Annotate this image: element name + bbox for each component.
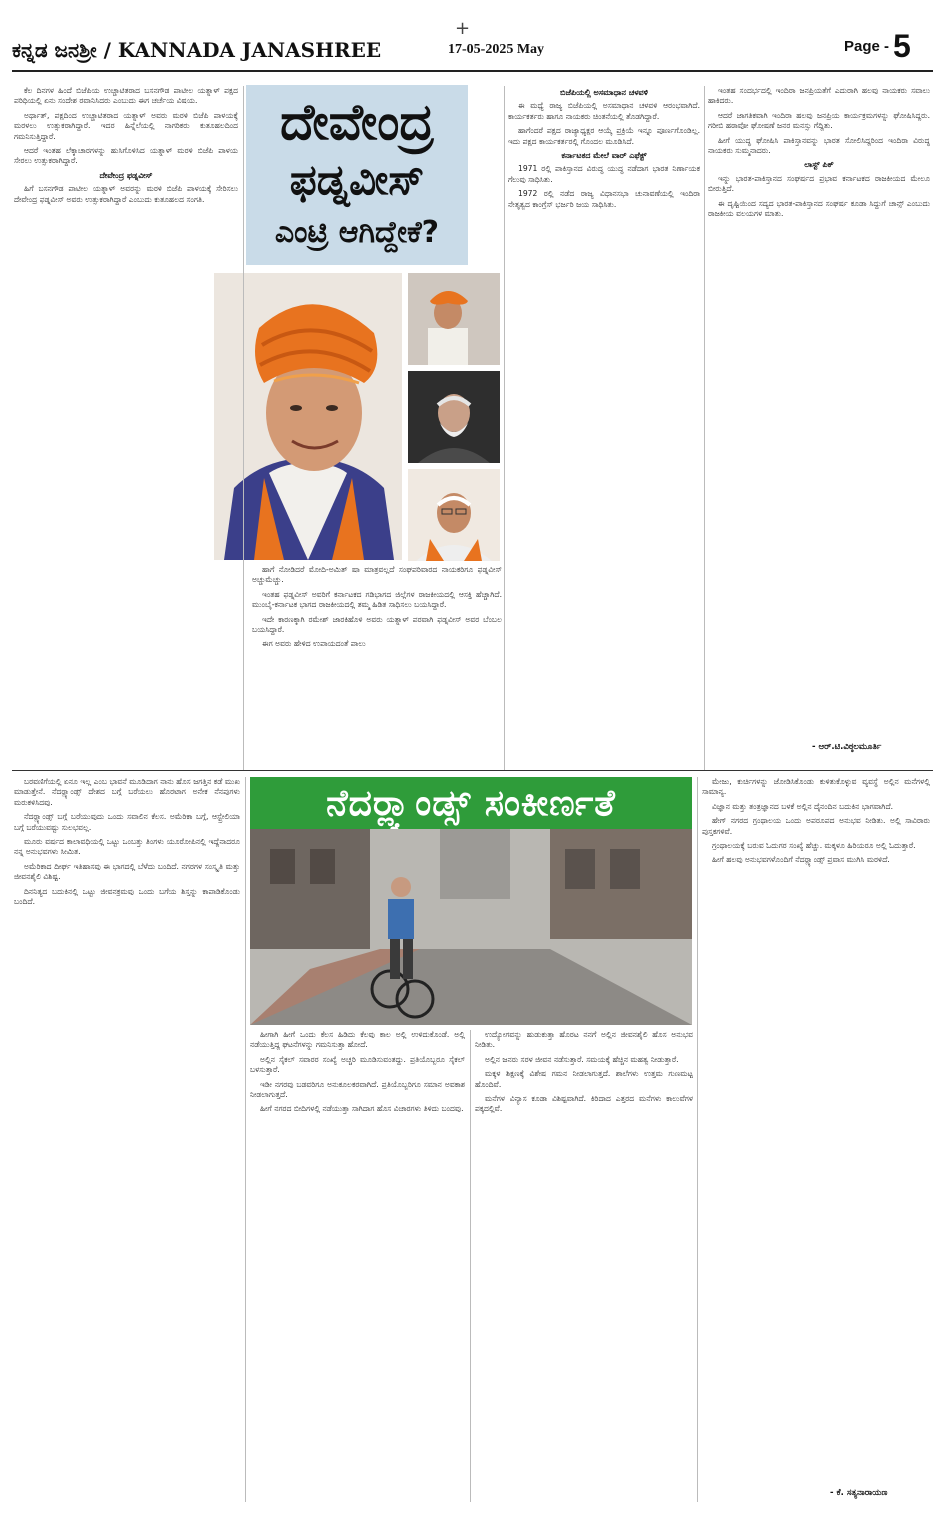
paragraph: ಅಮೆರಿಕಾದ ದೀರ್ಘ ಇತಿಹಾಸವು ಈ ಭಾಗದಲ್ಲಿ ಬೆಳೆದು ಬಂದಿದೆ. ನಗರಗಳ ಸಂಸ್ಕೃತಿ ಮತ್ತು ಜೀವನಶೈಲಿ ವಿಶಿಷ್ಟ. <box>14 861 240 882</box>
paragraph: ಹಿಗೆ ಬಸನಗೌಡ ಪಾಟೀಲ ಯತ್ನಾಳ್ ಅವರನ್ನು ಮರಳಿ ಬಿಜೆಪಿ ಪಾಳಯಕ್ಕೆ ಸೇರಿಸಲು ದೇವೇಂದ್ರ ಫಡ್ನವೀಸ್ ಅವರು ಉತ್ಸುಕರಾಗಿದ್ದಾರೆ ಎಂಬುದು ಕುತೂಹಲದ ಸಂಗತಿ. <box>14 184 238 204</box>
leader-shawl-illustration <box>408 469 500 561</box>
column-rule <box>243 86 244 770</box>
crop-mark-icon: + <box>455 18 471 39</box>
story1-title-line-3: ಎಂಟ್ರಿ ಆಗಿದ್ದೇಕೆ? <box>274 215 440 250</box>
masthead <box>0 0 945 78</box>
paragraph: ಹೀಗೆ ನಗರದ ಬೀದಿಗಳಲ್ಲಿ ನಡೆಯುತ್ತಾ ಸಾಗಿದಾಗ ಹೊಸ ವಿಚಾರಗಳು ತಿಳಿದು ಬಂದವು. <box>260 1104 464 1114</box>
subheading: ಬಿಜೆಪಿಯಲ್ಲಿ ಅಸಮಾಧಾನ ಚಳವಳಿ <box>559 88 649 97</box>
paragraph: ಈ ದೃಷ್ಟಿಯಿಂದ ಸದ್ಯದ ಭಾರತ-ಪಾಕಿಸ್ತಾನದ ಸಂಘರ್ಷ ಕೂಡಾ ಸಿದ್ದುಗೆ ಚಾನ್ಸ್ ಎಂಬುದು ರಾಜಕೀಯ ವಲಯಗಳ ಮಾತು. <box>708 198 930 219</box>
cyclist-street-illustration <box>250 829 692 1025</box>
paragraph: ಈ ಮಧ್ಯೆ ರಾಜ್ಯ ಬಿಜೆಪಿಯಲ್ಲಿ ಅಸಮಾಧಾನ ಚಳವಳಿ ಆರಂಭವಾಗಿದೆ. ಕಾರ್ಯಕರ್ತರು ಹಾಗೂ ನಾಯಕರು ಚಿಂತನೆಯಲ್ಲಿ ತೊಡಗಿದ್ದಾರೆ. <box>508 101 700 121</box>
paragraph: ಇಡೀ ನಗರವು ಬಡವರಿಗೂ ಅನುಕೂಲಕರವಾಗಿದೆ. ಪ್ರತಿಯೊಬ್ಬರಿಗೂ ಸಮಾನ ಅವಕಾಶ ನೀಡಲಾಗುತ್ತದೆ. <box>250 1079 465 1100</box>
paragraph: ಈಗ ಅವರು ಹೇಳಿದ ಉಪಾಯದಂತೆ ಪಾಲು <box>262 639 366 649</box>
paragraph: ಹೀಗಾಗಿ ಹೀಗೆ ಒಂದು ಕೆಲಸ ಹಿಡಿದು ಕೆಲವು ಕಾಲ ಅಲ್ಲಿ ಉಳಿದುಕೊಂಡೆ. ಅಲ್ಲಿ ನಡೆಯುತ್ತಿದ್ದ ಘಟನೆಗಳನ್ನು ಗಮನಿಸುತ್ತಾ ಹೋದೆ. <box>250 1030 465 1050</box>
masthead-rule <box>12 70 933 72</box>
story2-title: ನೆದರ್‍ಲ್ಯಾಂಡ್ಸ್ ಸಂಕೀರ್ಣತೆ <box>326 783 616 824</box>
subheading: ಕರ್ನಾಟಕದ ಮೇಲೆ ವಾರ್ ಎಫೆಕ್ಟ್ <box>561 151 647 161</box>
column-rule <box>470 1030 471 1502</box>
story2-column-2 <box>250 1030 465 1500</box>
paragraph: ಅಲ್ಲಿನ ಜನರು ಸರಳ ಜೀವನ ನಡೆಸುತ್ತಾರೆ. ಸಮಯಕ್ಕೆ ಹೆಚ್ಚಿನ ಮಹತ್ವ ನೀಡುತ್ತಾರೆ. <box>485 1054 679 1064</box>
newspaper-brand: ಕನ್ನಡ ಜನಶ್ರೀ / KANNADA JANASHREE <box>12 38 382 62</box>
story1-title-box <box>246 85 468 265</box>
page-label: Page - <box>844 38 890 55</box>
paragraph: ಹೀಗೆ ಯುದ್ಧ ಘೋಷಿಸಿ ಪಾಕಿಸ್ತಾನವನ್ನು ಭಾರತ ಸೋಲಿಸಿದ್ದರಿಂದ ಇಂದಿರಾ ವಿರುದ್ಧ ನಾಯಕರು ಸುಮ್ಮನಾದರು. <box>708 135 930 156</box>
column-rule <box>704 86 705 770</box>
paragraph: ಆದರೆ ಜಾಗತಿಕವಾಗಿ ಇಂದಿರಾ ಹಲವು ಜನಪ್ರಿಯ ಕಾರ್ಯಕ್ರಮಗಳನ್ನು ಘೋಷಿಸಿದ್ದರು. ಗರೀಬಿ ಹಠಾವೋ ಘೋಷಣೆ ಜನರ ಮನಸ್ಸು ಗೆದ್ದಿತು. <box>708 110 930 131</box>
story1-column-2 <box>252 565 502 770</box>
story1-column-1 <box>14 86 238 766</box>
paragraph: ಇನ್ನು ಭಾರತ-ಪಾಕಿಸ್ತಾನದ ಸಂಘರ್ಷದ ಪ್ರಭಾವ ಕರ್ನಾಟಕದ ರಾಜಕೀಯದ ಮೇಲೂ ಬೀರುತ್ತಿದೆ. <box>708 173 930 194</box>
story1-title-line-2: ಫಡ್ನವೀಸ್ <box>289 155 425 204</box>
column-rule <box>504 86 505 770</box>
paragraph: ಹಾಗೆಂದರೆ ಪಕ್ಷದ ರಾಜ್ಯಾಧ್ಯಕ್ಷರ ಆಯ್ಕೆ ಪ್ರಕ್ರಿಯೆ ಇನ್ನೂ ಪೂರ್ಣಗೊಂಡಿಲ್ಲ. ಇದು ಪಕ್ಷದ ಕಾರ್ಯಕರ್ತರಲ್ಲಿ ಗೊಂದಲ ಮೂಡಿಸಿದೆ. <box>508 126 700 146</box>
inset-photo-2 <box>408 371 500 463</box>
inset-photo-1 <box>408 273 500 365</box>
paragraph: ಗ್ರಂಥಾಲಯಕ್ಕೆ ಬರುವ ಓದುಗರ ಸಂಖ್ಯೆ ಹೆಚ್ಚು. ಮಕ್ಕಳೂ ಹಿರಿಯರೂ ಅಲ್ಲಿ ಓದುತ್ತಾರೆ. <box>712 841 916 851</box>
paragraph: ಮೇಜು, ಕುರ್ಚಿಗಳನ್ನು ಜೋಡಿಸಿಕೊಂಡು ಕುಳಿತುಕೊಳ್ಳುವ ವ್ಯವಸ್ಥೆ ಅಲ್ಲಿನ ಮನೆಗಳಲ್ಲಿ ಸಾಮಾನ್ಯ. <box>702 777 930 797</box>
story1-title-line-1: ದೇವೇಂದ್ರ <box>280 93 434 151</box>
story1-column-4 <box>708 86 930 736</box>
subheading: ದೇವೇಂದ್ರ ಫಡ್ನವೀಸ್ <box>99 170 153 180</box>
paragraph: ಅಲ್ಲಿನ ಸೈಕಲ್ ಸವಾರರ ಸಂಖ್ಯೆ ಅಚ್ಚರಿ ಮೂಡಿಸುವಂತದ್ದು. ಪ್ರತಿಯೊಬ್ಬರೂ ಸೈಕಲ್ ಬಳಸುತ್ತಾರೆ. <box>250 1054 465 1075</box>
paragraph: ಮೂರು ವರ್ಷದ ಕಾಲಾವಧಿಯಲ್ಲಿ ಒಟ್ಟು ಒಂಬತ್ತು ತಿಂಗಳು ಯೂರೋಪಿನಲ್ಲಿ ಇದ್ದೆನಾದರೂ ನನ್ನ ಅನುಭವಗಳು ಸೀಮಿತ. <box>14 837 240 857</box>
paragraph: ಉದ್ಯೋಗವನ್ನು ಹುಡುಕುತ್ತಾ ಹೊರಟ ನನಗೆ ಅಲ್ಲಿನ ಜೀವನಶೈಲಿ ಹೊಸ ಅನುಭವ ನೀಡಿತು. <box>475 1030 693 1050</box>
column-rule <box>245 777 246 1502</box>
paragraph: ಅರ್ಥಾತ್, ಪಕ್ಷದಿಂದ ಉಚ್ಚಾಟಿತರಾದ ಯತ್ನಾಳ್ ಅವರು ಮರಳಿ ಬಿಜೆಪಿ ಪಾಳಯಕ್ಕೆ ಮರಳಲು ಉತ್ಸುಕರಾಗಿದ್ದಾರೆ. ಇದರ ಹಿನ್ನೆಲೆಯಲ್ಲಿ ನಾಗರಿಕರು ಕುತೂಹಲದಿಂದ ಗಮನಿಸುತ್ತಿದ್ದಾರೆ. <box>14 110 238 141</box>
story1-byline: - ಆರ್.ಟಿ.ವಿಠ್ಠಲಮೂರ್ತಿ <box>812 742 882 752</box>
column-rule <box>697 777 698 1502</box>
paragraph: ಮನೆಗಳ ವಿನ್ಯಾಸ ಕೂಡಾ ವಿಶಿಷ್ಟವಾಗಿದೆ. ಕಿರಿದಾದ ಎತ್ತರದ ಮನೆಗಳು ಕಾಲುವೆಗಳ ಪಕ್ಕದಲ್ಲಿವೆ. <box>475 1094 693 1114</box>
paragraph: ಇಂತಹ ಸಂದರ್ಭದಲ್ಲಿ ಇಂದಿರಾ ಜನಪ್ರಿಯತೆಗೆ ಎದುರಾಗಿ ಹಲವು ನಾಯಕರು ಸವಾಲು ಹಾಕಿದರು. <box>708 86 930 106</box>
story2-column-3 <box>475 1030 693 1500</box>
issue-date: 17-05-2025 May <box>448 42 545 57</box>
paragraph: ಬರವಣಿಗೆಯಲ್ಲಿ ಏನೂ ಇಲ್ಲ ಎಂಬ ಭಾವನೆ ಮೂಡಿದಾಗ ನಾನು ಹೊಸ ಜಗತ್ತಿನ ಕಡೆ ಮುಖ ಮಾಡುತ್ತೇನೆ. ನೆದರ್‍ಲ್ಯಾಂಡ್ಸ್ ದೇಶದ ಬಗ್ಗೆ ಬರೆಯಲು ಹೊರಟಾಗ ಅನೇಕ ನೆನಪುಗಳು ಮರುಕಳಿಸಿದವು. <box>14 777 240 807</box>
story-divider <box>12 770 933 771</box>
leader-turban-illustration <box>408 273 500 365</box>
paragraph: ಕೆಲ ದಿನಗಳ ಹಿಂದೆ ಬಿಜೆಪಿಯ ಉಚ್ಚಾಟಿತರಾದ ಬಸನಗೌಡ ಪಾಟೀಲ ಯತ್ನಾಳ್ ಪಕ್ಷದ ಪರಿಧಿಯಲ್ಲಿ ಏನು ಸಂದೇಶ ರವಾನಿಸಿದರು ಎಂಬುದು ಈಗ ಚರ್ಚೆಯ ವಿಷಯ. <box>14 86 238 106</box>
paragraph: ಇದೇ ಕಾರಣಕ್ಕಾಗಿ ರಮೇಶ್ ಜಾರಕಿಹೊಳಿ ಅವರು ಯತ್ನಾಳ್ ಪರವಾಗಿ ಫಡ್ನವೀಸ್ ಅವರ ಬೆಂಬಲ ಬಯಸಿದ್ದಾರೆ. <box>252 614 502 635</box>
leader-speaking-illustration <box>408 371 500 463</box>
paragraph: ಹೀಗೆ ಹಲವು ಅನುಭವಗಳೊಂದಿಗೆ ನೆದರ್‍ಲ್ಯಾಂಡ್ಸ್ ಪ್ರವಾಸ ಮುಗಿಸಿ ಮರಳಿದೆ. <box>712 855 890 865</box>
paragraph: ಹಾಗೆ ನೋಡಿದರೆ ಮೋದಿ-ಅಮಿತ್ ಷಾ ಮಾತ್ರವಲ್ಲದೆ ಸಂಘಪರಿವಾರದ ನಾಯಕರಿಗೂ ಫಡ್ನವೀಸ್ ಅಚ್ಚುಮೆಚ್ಚು. <box>252 565 502 585</box>
paragraph: ದಿನನಿತ್ಯದ ಬದುಕಿನಲ್ಲಿ ಒಟ್ಟು ಜೀವನಕ್ರಮವು ಒಂದು ಬಗೆಯ ಶಿಸ್ತನ್ನು ಕಾಪಾಡಿಕೊಂಡು ಬಂದಿದೆ. <box>14 886 240 907</box>
story2-title-band <box>250 777 692 829</box>
story2-column-4 <box>702 777 930 1487</box>
page-number: 5 <box>893 28 911 64</box>
story1-column-3 <box>508 86 700 766</box>
inset-photo-3 <box>408 469 500 561</box>
paragraph: ಆದರೆ ಇಂತಹ ಲೆಕ್ಕಾಚಾರಗಳನ್ನು ಹುಸಿಗೊಳಿಸಿದ ಯತ್ನಾಳ್ ಮರಳಿ ಬಿಜೆಪಿ ಪಾಳಯ ಸೇರಲು ಉತ್ಸುಕರಾಗಿದ್ದಾರೆ. <box>14 146 238 166</box>
story2-column-1 <box>14 777 240 1497</box>
street-photo <box>250 829 692 1025</box>
paragraph: ಇಂತಹ ಫಡ್ನವೀಸ್ ಅವರಿಗೆ ಕರ್ನಾಟಕದ ಗಡಿಭಾಗದ ಜಿಲ್ಲೆಗಳ ರಾಜಕೀಯದಲ್ಲಿ ಆಸಕ್ತಿ ಹೆಚ್ಚಾಗಿದೆ. ಮುಂಬೈ-ಕರ್ನಾಟಕ ಭಾಗದ ರಾಜಕೀಯದಲ್ಲಿ ತಮ್ಮ ಹಿಡಿತ ಸಾಧಿಸಲು ಬಯಸಿದ್ದಾರೆ. <box>252 589 502 610</box>
paragraph: ವಿಜ್ಞಾನ ಮತ್ತು ತಂತ್ರಜ್ಞಾನದ ಬಳಕೆ ಅಲ್ಲಿನ ದೈನಂದಿನ ಬದುಕಿನ ಭಾಗವಾಗಿದೆ. <box>712 801 894 811</box>
paragraph: ಮಕ್ಕಳ ಶಿಕ್ಷಣಕ್ಕೆ ವಿಶೇಷ ಗಮನ ನೀಡಲಾಗುತ್ತದೆ. ಶಾಲೆಗಳು ಉತ್ತಮ ಗುಣಮಟ್ಟ ಹೊಂದಿವೆ. <box>475 1069 693 1089</box>
subheading: ಲಾಸ್ಟ್ ಪಿಕ್ <box>804 160 834 170</box>
paragraph: ನೆದರ್‍ಲ್ಯಾಂಡ್ಸ್ ಬಗ್ಗೆ ಬರೆಯುವುದು ಒಂದು ಸವಾಲಿನ ಕೆಲಸ. ಅಮೆರಿಕಾ ಬಗ್ಗೆ, ಆಸ್ಟ್ರೇಲಿಯಾ ಬಗ್ಗೆ ಬರೆಯುವಷ್ಟು ಸುಲಭವಲ್ಲ. <box>14 812 240 832</box>
paragraph: ಹೇಗ್ ನಗರದ ಗ್ರಂಥಾಲಯ ಒಂದು ಅಪರೂಪದ ಅನುಭವ ನೀಡಿತು. ಅಲ್ಲಿ ಸಾವಿರಾರು ಪುಸ್ತಕಗಳಿವೆ. <box>702 816 930 836</box>
story2-byline: - ಕೆ. ಸತ್ಯನಾರಾಯಣ <box>830 1488 888 1498</box>
paragraph: 1972 ರಲ್ಲಿ ನಡೆದ ರಾಜ್ಯ ವಿಧಾನಸಭಾ ಚುನಾವಣೆಯಲ್ಲಿ ಇಂದಿರಾ ನೇತೃತ್ವದ ಕಾಂಗ್ರೆಸ್ ಭರ್ಜರಿ ಜಯ ಸಾಧಿಸಿತು. <box>508 189 700 209</box>
paragraph: 1971 ರಲ್ಲಿ ಪಾಕಿಸ್ತಾನದ ವಿರುದ್ಧ ಯುದ್ಧ ನಡೆದಾಗ ಭಾರತ ನಿರ್ಣಾಯಕ ಗೆಲುವು ಸಾಧಿಸಿತು. <box>508 164 700 184</box>
